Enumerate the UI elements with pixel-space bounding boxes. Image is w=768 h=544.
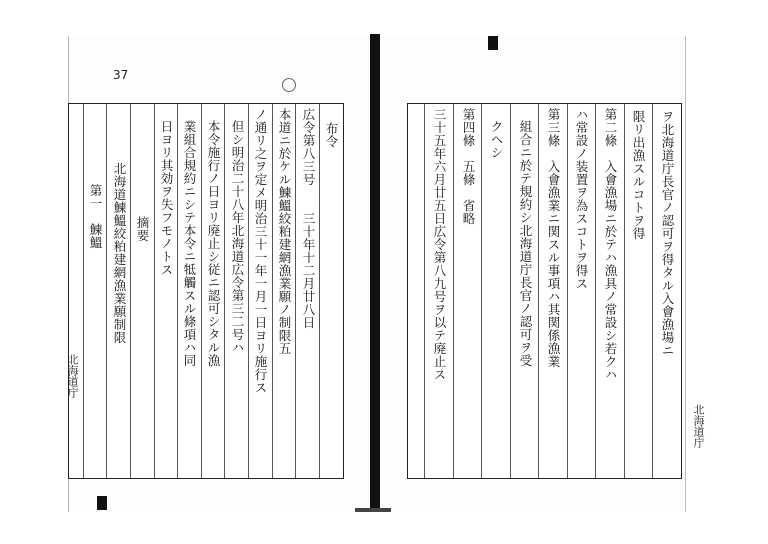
column-rule [595, 104, 596, 478]
column-rule [130, 104, 131, 478]
right-text-column: クヘシ [489, 120, 504, 159]
left-text-column: 北海道鰊鰮絞粕建網漁業願制限 [112, 162, 127, 344]
column-rule [83, 104, 84, 478]
column-rule [652, 104, 653, 478]
left-text-column: 但シ明治二十八年北海道広令第三二号ハ [230, 120, 245, 354]
column-rule [106, 104, 107, 478]
right-text-column: 第四條 五條 省略 [461, 108, 476, 225]
binding-mark [488, 36, 498, 50]
column-rule [624, 104, 625, 478]
column-rule [319, 104, 320, 478]
right-text-column: 組合ニ於テ規約シ北海道庁長官ノ認可ヲ受 [518, 120, 533, 367]
left-text-column: 広令第八三号 三十年十二月廿八日 [301, 108, 316, 329]
right-text-column: 限リ出漁スルコトヲ得 [631, 110, 646, 240]
column-rule [272, 104, 273, 478]
column-rule [224, 104, 225, 478]
column-rule [510, 104, 511, 478]
left-text-frame [68, 103, 344, 479]
right-text-column: 第二條 入會漁場ニ於テハ漁具ノ常設シ若クハ [603, 108, 618, 381]
right-text-column: 第三條 入會漁業ニ関スル事項ハ其関係漁業 [546, 108, 561, 368]
margin-label-left: 北海道庁 [66, 354, 79, 398]
right-text-frame [407, 103, 682, 479]
binding-mark [97, 496, 107, 510]
left-text-column: 本道ニ於ケル鰊鰮絞粕建網漁業願ノ制限五 [277, 108, 292, 355]
column-rule [177, 104, 178, 478]
book-spine [370, 34, 380, 512]
right-text-column: ハ常設ノ装置ヲ為スコトヲ得ス [574, 108, 589, 290]
left-text-column: 第一 鰊鰮 [88, 184, 103, 249]
right-text-column: ヲ北海道庁長官ノ認可ヲ得タル入會漁場ニ [660, 110, 675, 357]
column-rule [481, 104, 482, 478]
left-text-column: 日ヨリ其効ヲ失フモノトス [159, 120, 174, 276]
margin-label-right: 北海道庁 [692, 404, 705, 448]
right-text-column: 三十五年六月廿五日広令第八九号ヲ以テ廃止ス [432, 108, 447, 381]
punch-hole-icon [282, 78, 296, 92]
column-rule [538, 104, 539, 478]
column-rule [248, 104, 249, 478]
left-text-column: 布令 [324, 122, 339, 148]
column-rule [424, 104, 425, 478]
left-text-column: ノ通リ之ヲ定メ明治三十一年一月一日ヨリ施行ス [253, 108, 268, 394]
page-number: 37 [113, 68, 129, 82]
column-rule [154, 104, 155, 478]
column-rule [453, 104, 454, 478]
column-rule [201, 104, 202, 478]
column-rule [567, 104, 568, 478]
column-rule [295, 104, 296, 478]
left-text-column: 摘要 [135, 216, 150, 242]
left-text-column: 本令施行ノ日ヨリ廃止シ従ニ認可シタル漁 [206, 120, 221, 367]
spine-foot [355, 508, 391, 512]
left-text-column: 業組合規約ニシテ本令ニ牴觸スル條項ハ同 [182, 120, 197, 367]
